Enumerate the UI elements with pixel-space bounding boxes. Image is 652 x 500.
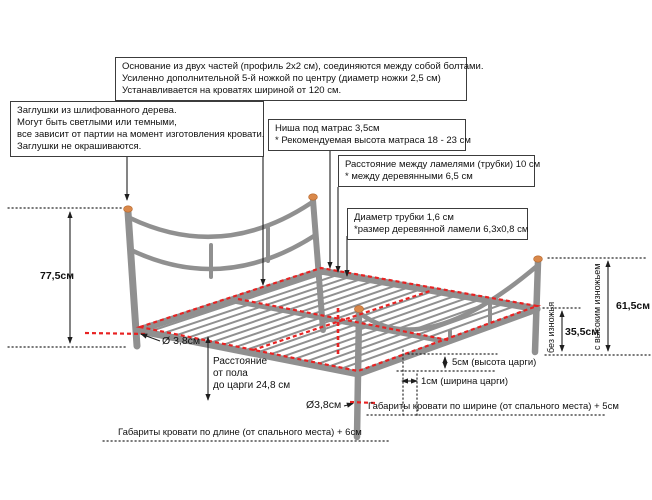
callout-tube-line: *размер деревянной ламели 6,3х0,8 см xyxy=(354,224,529,235)
callout-base-line: Устанавливается на кроватях шириной от 120 см. xyxy=(122,85,342,96)
high-footboard-height-label: 61,5см xyxy=(616,300,651,312)
no-footboard-label: без изножья xyxy=(546,301,556,353)
callout-tube-diameter xyxy=(347,208,528,240)
rail-height-label: 5см (высота царги) xyxy=(452,357,537,368)
callout-niche-line: Ниша под матрас 3,5см xyxy=(275,123,380,134)
callout-base-line: Основание из двух частей (профиль 2х2 см), соединяются между собой болтами. xyxy=(122,61,484,72)
high-footboard-label: с высоким изножьем xyxy=(592,263,602,350)
callout-base-line: Усиленно дополнительной 5-й ножкой по центру (диаметр ножки 2,5 см) xyxy=(122,73,441,84)
floor-to-rail-label: Расстояние от пола до царги 24,8 см xyxy=(213,356,291,391)
callout-caps-line: все зависит от партии на момент изготовления кровати. xyxy=(17,129,265,140)
head-leg-diameter-label: Ø 3,8см xyxy=(162,335,201,347)
callout-mattress-niche xyxy=(268,119,471,151)
callout-slat-spacing xyxy=(338,155,541,187)
callout-wood-caps xyxy=(10,101,264,157)
overall-length-label: Габариты кровати по длине (от спального места) + 6см xyxy=(118,427,362,438)
callout-slat-spacing-line: * между деревянными 6,5 см xyxy=(345,171,473,182)
headboard-height-label: 77,5см xyxy=(40,270,75,282)
callout-slat-spacing-line: Расстояние между ламелями (трубки) 10 см xyxy=(345,159,541,170)
no-footboard-height-label: 35,5см xyxy=(565,326,600,338)
slat-line xyxy=(175,275,356,336)
slat-line xyxy=(163,273,344,334)
callout-niche-line: * Рекомендуемая высота матраса 18 - 23 см xyxy=(275,135,471,146)
callout-caps-line: Могут быть светлыми или темными, xyxy=(17,117,177,128)
slat-line xyxy=(151,271,332,331)
rail-width-label: 1см (ширина царги) xyxy=(421,376,508,387)
foot-leg-diameter-label: Ø3,8см xyxy=(306,399,342,411)
callout-tube-line: Диаметр трубки 1,6 см xyxy=(354,212,454,223)
overall-width-label: Габариты кровати по ширине (от спального места) + 5см xyxy=(368,401,619,412)
callout-base-frame xyxy=(115,57,484,101)
callout-caps-line: Заглушки не окрашиваются. xyxy=(17,141,142,152)
callout-caps-line: Заглушки из шлифованного дерева. xyxy=(17,105,177,116)
